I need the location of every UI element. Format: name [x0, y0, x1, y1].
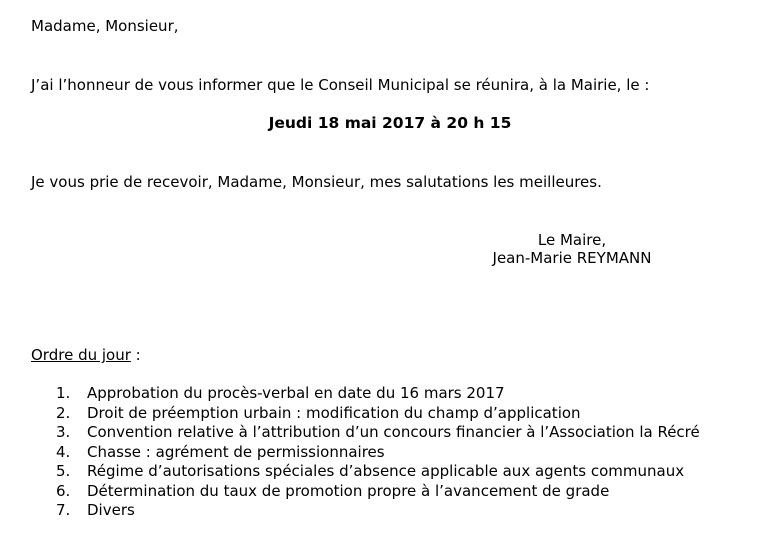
- meeting-date: Jeudi 18 mai 2017 à 20 h 15: [268, 114, 512, 132]
- greeting: Madame, Monsieur,: [31, 17, 179, 35]
- agenda-item: [56, 404, 700, 424]
- closing-paragraph: Je vous prie de recevoir, Madame, Monsieur, mes salutations les meilleures.: [31, 173, 602, 191]
- agenda-item-text: Droit de préemption urbain : modification du champ d’application: [87, 403, 581, 422]
- signature-name: Jean-Marie REYMANN: [492, 249, 652, 267]
- agenda-item-number: 2.: [56, 403, 71, 422]
- agenda-item-text: Détermination du taux de promotion propre à l’avancement de grade: [87, 481, 610, 500]
- signature-title: Le Maire,: [537, 231, 607, 249]
- agenda-item-number: 3.: [56, 423, 71, 441]
- agenda-item: [56, 482, 700, 502]
- agenda-item-text: Approbation du procès-verbal en date du 16 mars 2017: [87, 384, 505, 402]
- agenda-item: [56, 423, 700, 443]
- agenda-item-text: Régime d’autorisations spéciales d’absence applicable aux agents communaux: [87, 462, 685, 480]
- agenda-item-number: 7.: [56, 501, 71, 519]
- agenda-item: [56, 501, 700, 521]
- agenda-item-number: 4.: [56, 442, 71, 461]
- agenda-title-label: Ordre du jour: [31, 346, 131, 364]
- agenda-item: [56, 443, 700, 463]
- agenda-item-number: 5.: [56, 462, 71, 480]
- agenda-item-text: Chasse : agrément de permissionnaires: [87, 442, 385, 461]
- agenda-item: [56, 462, 700, 482]
- agenda-title: [31, 346, 141, 364]
- agenda-item: [56, 384, 700, 404]
- intro-paragraph: J’ai l’honneur de vous informer que le Conseil Municipal se réunira, à la Mairie, le :: [31, 76, 650, 94]
- agenda-item-text: Divers: [87, 501, 135, 519]
- agenda-title-suffix: :: [130, 346, 141, 364]
- agenda-item-number: 1.: [56, 384, 71, 402]
- signature-block: [440, 231, 704, 267]
- agenda-item-text: Convention relative à l’attribution d’un concours financier à l’Association la Récré: [87, 423, 700, 441]
- agenda-list: [56, 384, 700, 521]
- agenda-item-number: 6.: [56, 481, 71, 500]
